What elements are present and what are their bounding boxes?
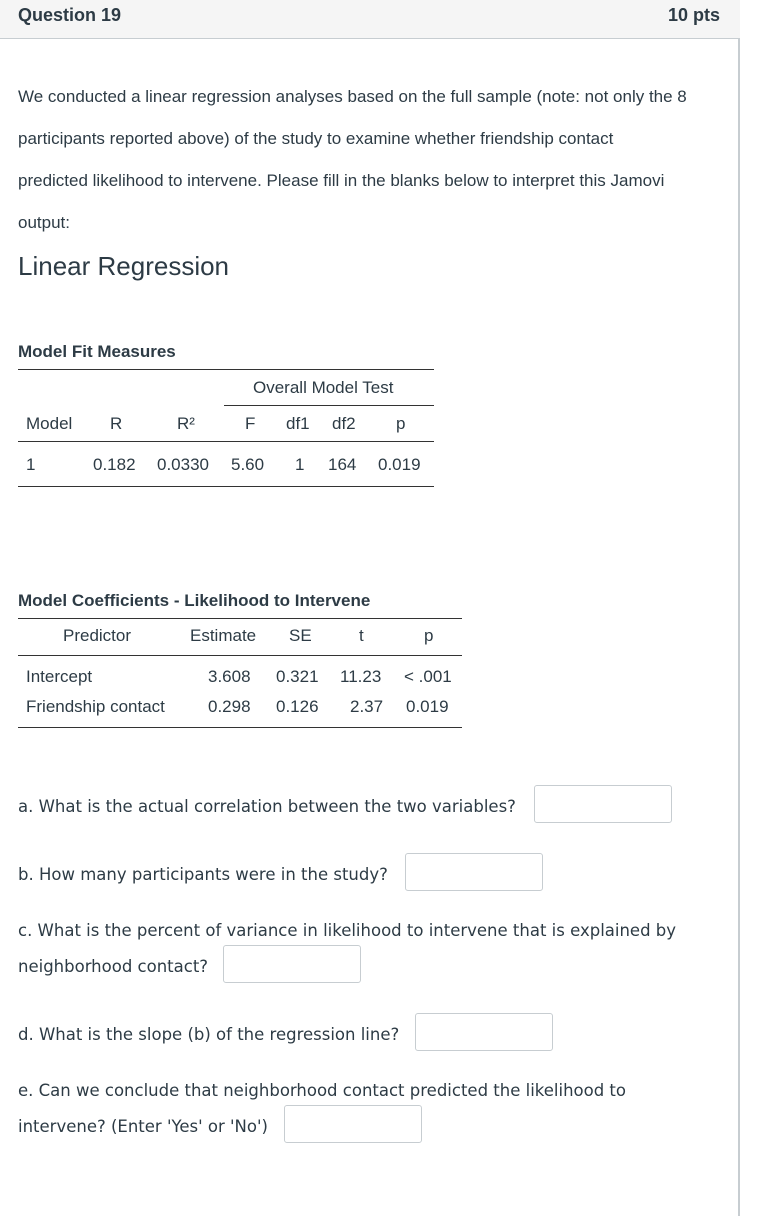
column-header: Predictor <box>63 626 132 645</box>
column-header: SE <box>289 626 312 645</box>
table-cell: 11.23 <box>340 667 382 686</box>
table-rule <box>18 655 462 656</box>
answer-d-input[interactable] <box>415 1013 553 1051</box>
table-cell: 2.37 <box>350 697 384 716</box>
table-cell: Friendship contact <box>26 697 165 716</box>
column-header: t <box>359 626 364 645</box>
table-cell: 0.182 <box>93 455 136 474</box>
column-header: R <box>110 414 123 433</box>
table-rule <box>18 486 434 487</box>
table-rule <box>18 369 434 370</box>
intro-line: predicted likelihood to intervene. Please fill in the blanks below to interpret this Jamovi <box>18 171 665 190</box>
overall-model-test-header: Overall Model Test <box>253 378 394 397</box>
table-cell: 164 <box>328 455 357 474</box>
table-cell: 0.0330 <box>157 455 209 474</box>
table-cell: 0.019 <box>406 697 449 716</box>
table-rule <box>18 441 434 442</box>
question-points: 10 pts <box>667 5 720 25</box>
table-cell: < .001 <box>404 667 452 686</box>
column-header: df1 <box>286 414 310 433</box>
intro-line: output: <box>18 213 70 232</box>
table-cell: 0.126 <box>276 697 319 716</box>
table-cell: 0.321 <box>276 667 319 686</box>
table-cell: 0.019 <box>378 455 421 474</box>
table-cell: 1 <box>295 455 305 474</box>
coefficients-caption: Model Coefficients - Likelihood to Intervene <box>18 591 371 610</box>
table-cell: 5.60 <box>231 455 265 474</box>
question-b-label: b. How many participants were in the study? <box>18 865 388 884</box>
question-e-label-line2: intervene? (Enter 'Yes' or 'No') <box>18 1117 268 1136</box>
question-header <box>0 0 740 39</box>
answer-b-input[interactable] <box>405 853 543 891</box>
table-cell: 1 <box>26 455 36 474</box>
question-a-label: a. What is the actual correlation between the two variables? <box>18 797 516 816</box>
question-e-label-line1: e. Can we conclude that neighborhood contact predicted the likelihood to <box>18 1081 626 1100</box>
column-header: F <box>245 414 256 433</box>
table-rule <box>18 727 462 728</box>
table-rule <box>224 405 434 406</box>
answer-c-input[interactable] <box>223 945 361 983</box>
answer-e-input[interactable] <box>284 1105 422 1143</box>
answer-a-input[interactable] <box>534 785 672 823</box>
table-rule <box>18 618 462 619</box>
question-c-label-line1: c. What is the percent of variance in likelihood to intervene that is explained by <box>18 921 677 940</box>
intro-line: participants reported above) of the study to examine whether friendship contact <box>18 129 614 148</box>
question-intro <box>18 76 723 244</box>
column-header: df2 <box>332 414 356 433</box>
model-fit-caption: Model Fit Measures <box>18 342 176 361</box>
output-title: Linear Regression <box>18 251 230 281</box>
table-cell: 3.608 <box>208 667 251 686</box>
table-cell: 0.298 <box>208 697 251 716</box>
column-header: p <box>424 626 434 645</box>
table-cell: Intercept <box>26 667 93 686</box>
question-c-label-line2: neighborhood contact? <box>18 957 209 976</box>
column-header: Estimate <box>190 626 257 645</box>
column-header: Model <box>26 414 73 433</box>
column-header: R² <box>177 414 195 433</box>
question-title: Question 19 <box>18 5 122 25</box>
question-d-label: d. What is the slope (b) of the regression line? <box>18 1025 400 1044</box>
intro-line: We conducted a linear regression analyses based on the full sample (note: not only the 8 <box>18 87 687 106</box>
column-header: p <box>396 414 406 433</box>
